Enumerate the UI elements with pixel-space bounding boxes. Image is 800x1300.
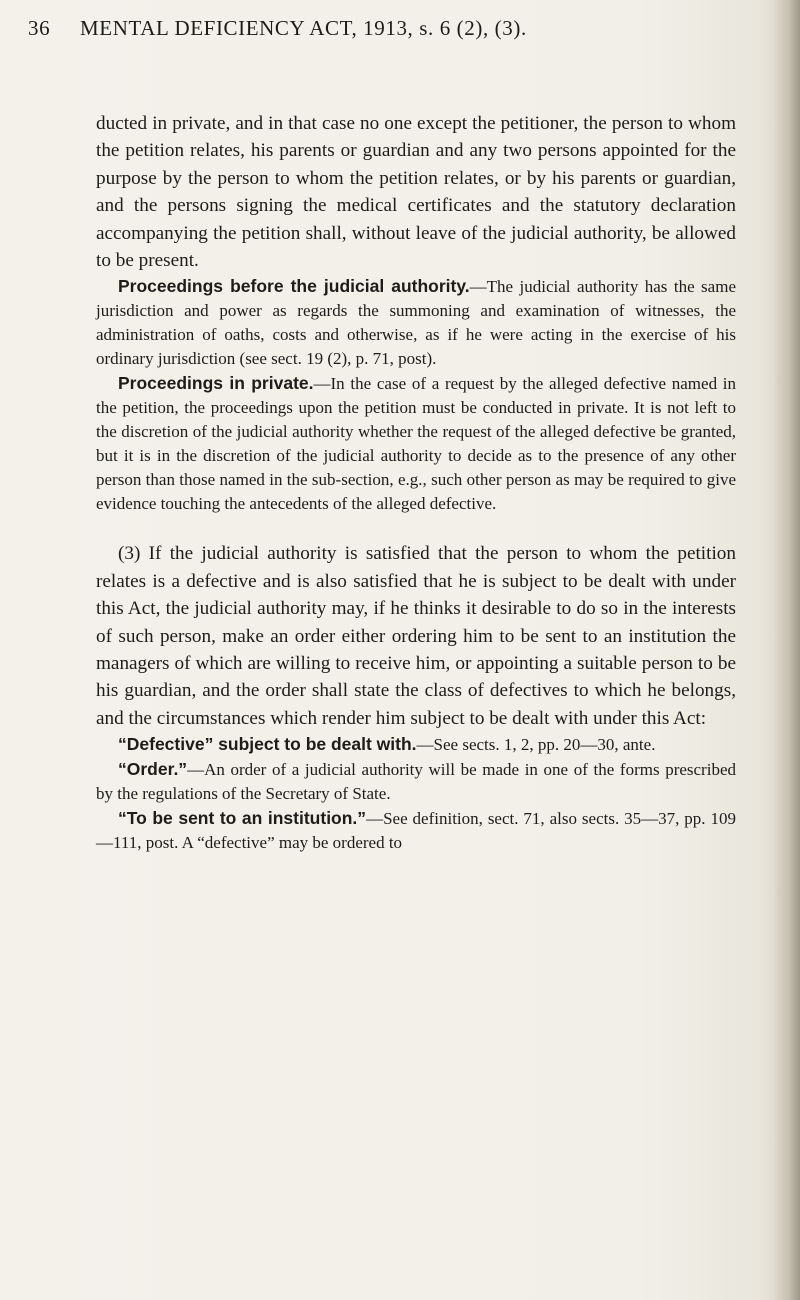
note-text: —An order of a judicial authority will be made in one of the forms prescribed by the regulations of the Secretary of State. <box>96 760 736 804</box>
note-heading: Proceedings before the judicial authority. <box>118 276 470 297</box>
page-number: 36 <box>28 16 51 40</box>
note-defective-subject <box>96 732 736 757</box>
note-text: —See definition, sect. 71, also sects. 35—37, pp. 109—111, post. A “defective” may be ordered to <box>96 809 736 853</box>
running-title: MENTAL DEFICIENCY ACT, 1913, s. 6 (2), (3). <box>80 16 527 40</box>
body-paragraph-subsection-3: (3) If the judicial authority is satisfied that the person to whom the petition relates is a defective and is also satisfied that he is subject to be dealt with under this Act, the judicial authority may, if he thinks it desirable to do so in the interests of such person, make an order either ordering him to be sent to an institution the managers of which are willing to receive him, or appointing a suitable person to be his guardian, and the order shall state the class of defectives to which he belongs, and the circumstances which render him subject to be dealt with under this Act: <box>96 543 736 729</box>
page-edge-shadow <box>774 0 800 1300</box>
note-text: —See sects. 1, 2, pp. 20—30, ante. <box>416 735 656 755</box>
note-heading: “Defective” subject to be dealt with. <box>118 734 417 755</box>
note-order <box>96 757 736 806</box>
note-sent-to-institution <box>96 806 736 855</box>
note-judicial-authority <box>96 274 736 371</box>
note-heading: “To be sent to an institution.” <box>118 808 367 829</box>
note-proceedings-private <box>96 371 736 516</box>
notes-block-2 <box>96 732 736 855</box>
running-header <box>28 16 728 41</box>
paragraph-gap <box>96 516 736 540</box>
notes-block-1 <box>96 274 736 516</box>
body-paragraph-continued: ducted in private, and in that case no one except the petitioner, the person to whom the petition relates, his parents or guardian and any two persons appointed for the purpose by the person to whom the petition relates, or by his parents or guardian, and the persons signing the medical certificates and the statutory declaration accompanying the petition shall, without leave of the judicial authority, be allowed to be present. <box>96 113 736 272</box>
note-text: —In the case of a request by the alleged defective named in the petition, the proceedings upon the petition must be conducted in private. It is not left to the discretion of the judicial authority whether the request of the alleged defective be granted, but it is in the discretion of the judicial authority to decide as to the presence of any other person than those named in the sub-section, e.g., such other person as may be required to give evidence touching the antecedents of the alleged defective. <box>96 374 737 514</box>
page-body <box>96 110 736 855</box>
note-text: —The judicial authority has the same jurisdiction and power as regards the summoning and examination of witnesses, the administration of oaths, costs and otherwise, as if he were acting in the exercise of his ordinary jurisdiction (see sect. 19 (2), p. 71, post). <box>96 277 736 369</box>
note-heading: “Order.” <box>118 759 188 780</box>
note-heading: Proceedings in private. <box>118 373 314 394</box>
